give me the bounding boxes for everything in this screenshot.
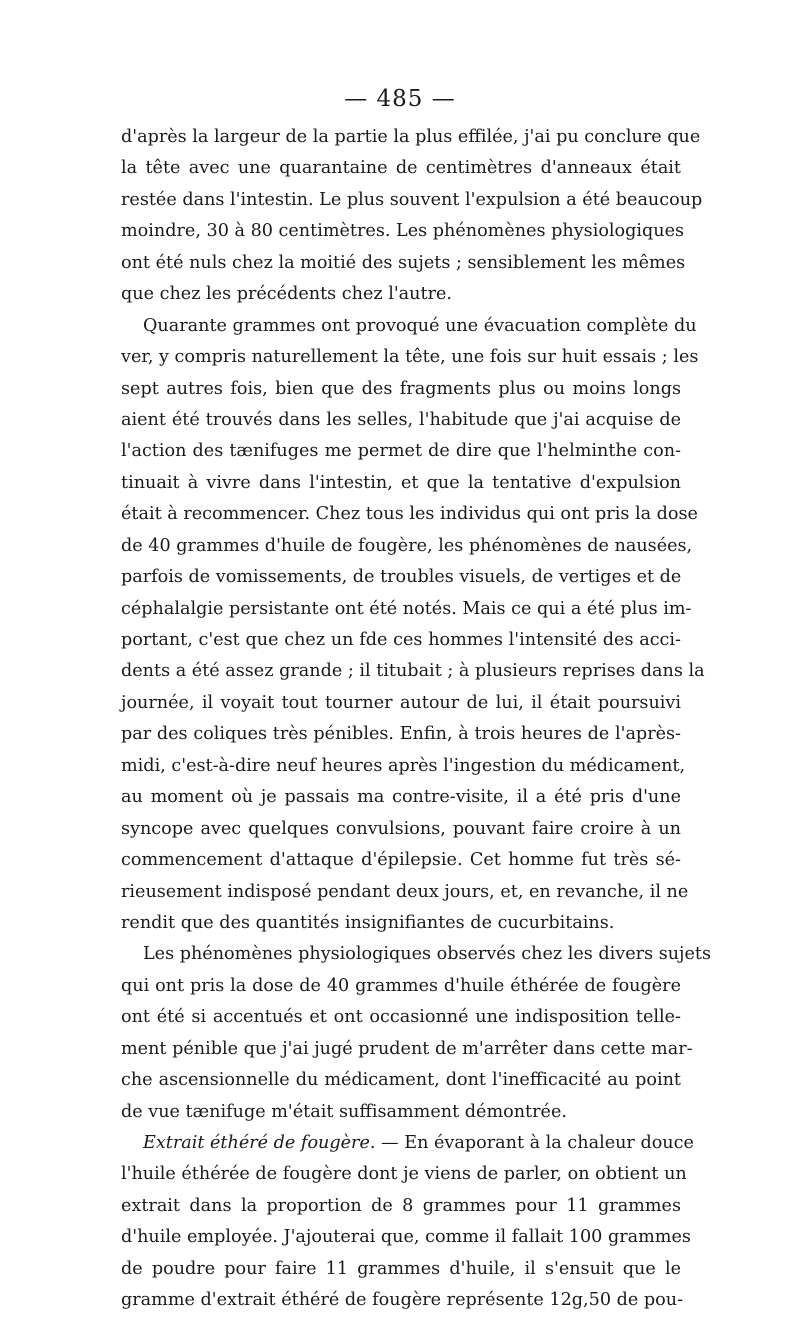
text-line: tinuait à vivre dans l'intestin, et que la tentative d'expulsion [121,472,681,493]
paragraph-2 [121,311,705,940]
text-line: Quarante grammes ont provoqué une évacuation complète du [143,315,697,336]
text-line: journée, il voyait tout tourner autour de lui, il était poursuivi [121,692,681,713]
text-line: de 40 grammes d'huile de fougère, les phénomènes de nausées, [121,535,693,556]
text-line: extrait dans la proportion de 8 grammes pour 11 grammes [121,1195,681,1216]
text-line: parfois de vomissements, de troubles visuels, de vertiges et de [121,567,682,588]
text-line: la tête avec une quarantaine de centimètres d'anneaux était [121,158,681,179]
text-line [121,1128,694,1159]
text-line: sept autres fois, bien que des fragments plus ou moins longs [121,378,681,399]
text-line: rieusement indisposé pendant deux jours, et, en revanche, il ne [121,881,689,902]
text-line: que chez les précédents chez l'autre. [121,284,452,305]
text-line: commencement d'attaque d'épilepsie. Cet homme fut très sé- [121,850,681,871]
text-line: ont été nuls chez la moitié des sujets ; sensiblement les mêmes [121,252,686,273]
text-line: gramme d'extrait éthéré de fougère représente 12g,50 de pou- [121,1290,684,1311]
text-line: Les phénomènes physiologiques observés chez les divers sujets [143,944,712,965]
text-line: syncope avec quelques convulsions, pouvant faire croire à un [121,818,681,839]
text-line: qui ont pris la dose de 40 grammes d'huile éthérée de fougère [121,975,681,996]
text-line: rendit que des quantités insignifiantes de cucurbitains. [121,912,615,933]
text-line: ver, y compris naturellement la tête, une fois sur huit essais ; les [121,347,699,368]
section-heading: Extrait éthéré de fougère. [143,1133,376,1153]
text-line: l'action des tænifuges me permet de dire que l'helminthe con- [121,441,681,462]
text-line: midi, c'est-à-dire neuf heures après l'ingestion du médicament, [121,755,686,776]
page-number: — 485 — [344,86,456,112]
text-line: l'huile éthérée de fougère dont je viens de parler, on obtient un [121,1164,687,1185]
paragraph-1 [121,122,703,311]
text-line: ment pénible que j'ai jugé prudent de m'arrêter dans cette mar- [121,1038,693,1059]
text-line: che ascensionnelle du médicament, dont l'inefficacité au point [121,1070,681,1091]
text-line: moindre, 30 à 80 centimètres. Les phénomènes physiologiques [121,221,685,242]
text-line: d'huile employée. J'ajouterai que, comme il fallait 100 grammes [121,1227,691,1248]
text-line: était à recommencer. Chez tous les individus qui ont pris la dose [121,504,698,525]
paragraph-4 [121,1128,694,1317]
text-line: de vue tænifuge m'était suffisamment démontrée. [121,1101,567,1122]
text-line: d'après la largeur de la partie la plus effilée, j'ai pu conclure que [121,127,701,147]
text-line: de poudre pour faire 11 grammes d'huile, il s'ensuit que le [121,1258,681,1279]
body-text [121,122,712,1317]
text-line: aient été trouvés dans les selles, l'habitude que j'ai acquise de [121,409,681,430]
text-line: au moment où je passais ma contre-visite, il a été pris d'une [121,787,681,808]
text-line: par des coliques très pénibles. Enfin, à trois heures de l'après- [121,724,681,745]
text-line: portant, c'est que chez un fde ces hommes l'intensité des acci- [121,630,681,650]
text-line: dents a été assez grande ; il titubait ; à plusieurs reprises dans la [121,661,705,682]
text-line: ont été si accentués et ont occasionné une indisposition telle- [121,1007,681,1028]
paragraph-3 [121,939,712,1128]
text-line: céphalalgie persistante ont été notés. Mais ce qui a été plus im- [121,598,692,619]
text-run: — En évaporant à la chaleur douce [375,1133,694,1153]
text-line: restée dans l'intestin. Le plus souvent l'expulsion a été beaucoup [121,189,703,210]
